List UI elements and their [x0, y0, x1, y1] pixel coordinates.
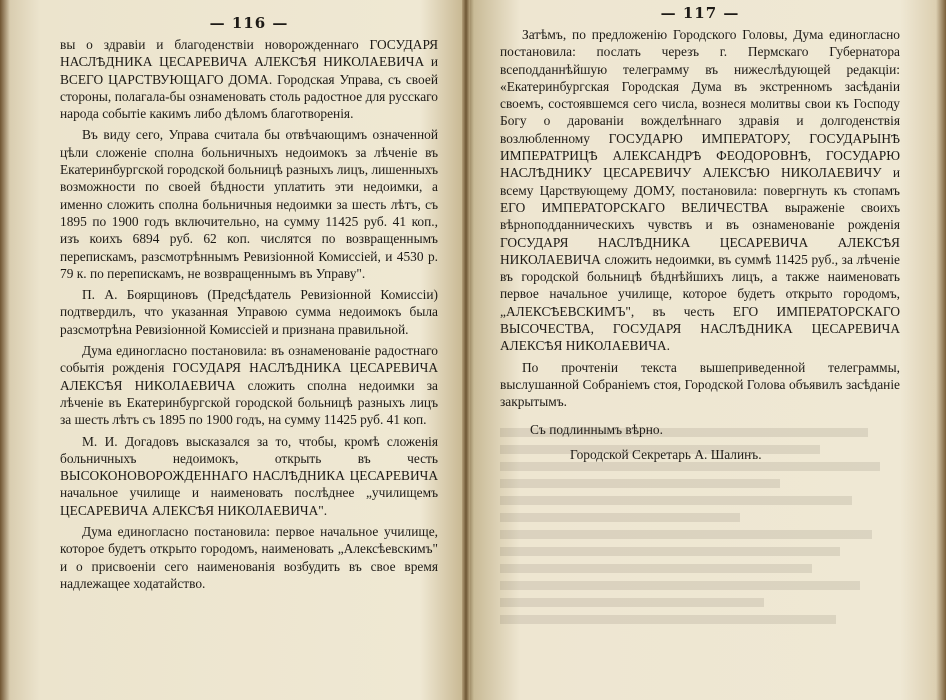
- left-paragraph-5: М. И. Догадовъ высказался за то, чтобы, кромѣ сложенія больничныхъ недоимокъ, открыть въ честь ВЫСОКОНОВОРОЖДЕННАГО НАСЛѢДНИКА ЦЕСАРЕВИЧА начальное училище и наименовать послѣднее „училищемъ ЦЕСАРЕВИЧА АЛЕКСѢЯ НИКОЛАЕВИЧА".: [60, 433, 438, 518]
- right-page: [468, 0, 946, 700]
- left-paragraph-6: Дума единогласно постановила: первое начальное училище, которое будетъ открыто городомъ, наименовать „Алексѣевскимъ" и о присвоеніи сего наименованія возбудить въ свое время надлежащее ходатайство.: [60, 524, 438, 591]
- left-paragraph-3: П. А. Боярщиновъ (Предсѣдатель Ревизіонной Комиссіи) подтвердилъ, что указанная Управою сумма недоимокъ была разсмотрѣна Ревизіонной Комиссіей и признана правильной.: [60, 287, 438, 337]
- verification-note: Съ подлиннымъ вѣрно.: [530, 421, 663, 437]
- page-number-left: — 116 —: [209, 14, 289, 32]
- secretary-signature: Городской Секретарь А. Шалинъ.: [570, 446, 762, 462]
- left-paragraph-2: Въ виду сего, Управа считала бы отвѣчающимъ означенной цѣли сложеніе сполна больничныхъ недоимокъ за лѣченіе въ Екатеринбургской городской больницѣ разныхъ лицъ, лишенныхъ возможности по своей бѣдности уплатить эти недоимки, а именно сложить сполна больничныя недоимки за шесть лѣтъ, съ 1895 по 1900 годъ включительно, на сумму 11425 руб. 41 коп., изъ коихъ 6894 руб. 62 коп. числятся по возвращеннымъ перепискамъ, разсмотрѣннымъ Ревизіонной Комиссіей, и 4530 р. 79 к. по перепискамъ, не возвращеннымъ въ Управу".: [60, 127, 438, 281]
- left-paragraph-4: Дума единогласно постановила: въ ознаменованіе радостнаго событія рожденія ГОСУДАРЯ НАСЛѢДНИКА ЦЕСАРЕВИЧА АЛЕКСѢЯ НИКОЛАЕВИЧА сложить сполна недоимки за лѣченіе въ Екатеринбургской городской больницѣ разныхъ лицъ за шесть лѣтъ съ 1895 по 1900 годъ, на сумму 11425 руб. 41 коп.: [60, 343, 438, 428]
- right-paragraph-2: По прочтеніи текста вышеприведенной телеграммы, выслушанной Собраніемъ стоя, Городской Голова объявилъ засѣданіе закрытымъ.: [500, 359, 900, 410]
- right-paragraph-1: Затѣмъ, по предложенію Городского Головы, Дума единогласно постановила: послать черезъ г. Пермскаго Губернатора всеподданнѣйшую телеграмму въ нижеслѣдующей редакціи: «Екатеринбургская Городская Дума въ экстренномъ засѣданіи своемъ, состоявшемся сего числа, вознеся молитвы свои къ Господу Богу о дарованіи вожделѣннаго здравія и долгоденствія возлюбленному ГОСУДАРЮ ИМПЕРАТОРУ, ГОСУДАРЫНѢ ИМПЕРАТРИЦѢ АЛЕКСАНДРѢ ФЕОДОРОВНѢ, ГОСУДАРЮ НАСЛѢДНИКУ ЦЕСАРЕВИЧУ АЛЕКСѢЮ НИКОЛАЕВИЧУ и всему Царствующему ДОМУ, постановила: повергнуть къ стопамъ ЕГО ИМПЕРАТОРСКАГО ВЕЛИЧЕСТВА выраженіе своихъ вѣрноподданническихъ чувствъ и въ ознаменованіе рожденія ГОСУДАРЯ НАСЛѢДНИКА ЦЕСАРЕВИЧА АЛЕКСѢЯ НИКОЛАЕВИЧА сложить недоимки, въ суммѣ 11425 руб., за лѣченіе въ городской больницѣ бѣднѣйшихъ лицъ, а также наименовать первое начальное училище, которое будетъ открыто городомъ, „АЛЕКСѢЕВСКИМЪ", въ честь ЕГО ИМПЕРАТОРСКАГО ВЫСОЧЕСТВА, ГОСУДАРЯ НАСЛѢДНИКА ЦЕСАРЕВИЧА АЛЕКСѢЯ НИКОЛАЕВИЧА.: [500, 27, 900, 354]
- page-number-right: — 117 —: [660, 4, 740, 22]
- left-paragraph-1: вы о здравіи и благоденствіи новорожденнаго ГОСУДАРЯ НАСЛѢДНИКА ЦЕСАРЕВИЧА АЛЕКСѢЯ НИКОЛАЕВИЧА и ВСЕГО ЦАРСТВУЮЩАГО ДОМА. Городская Управа, съ своей стороны, полагала-бы ознаменовать столь радостное для русскаго народа событіе какимъ либо дѣломъ благотворенія.: [60, 37, 438, 122]
- left-page: [0, 0, 466, 700]
